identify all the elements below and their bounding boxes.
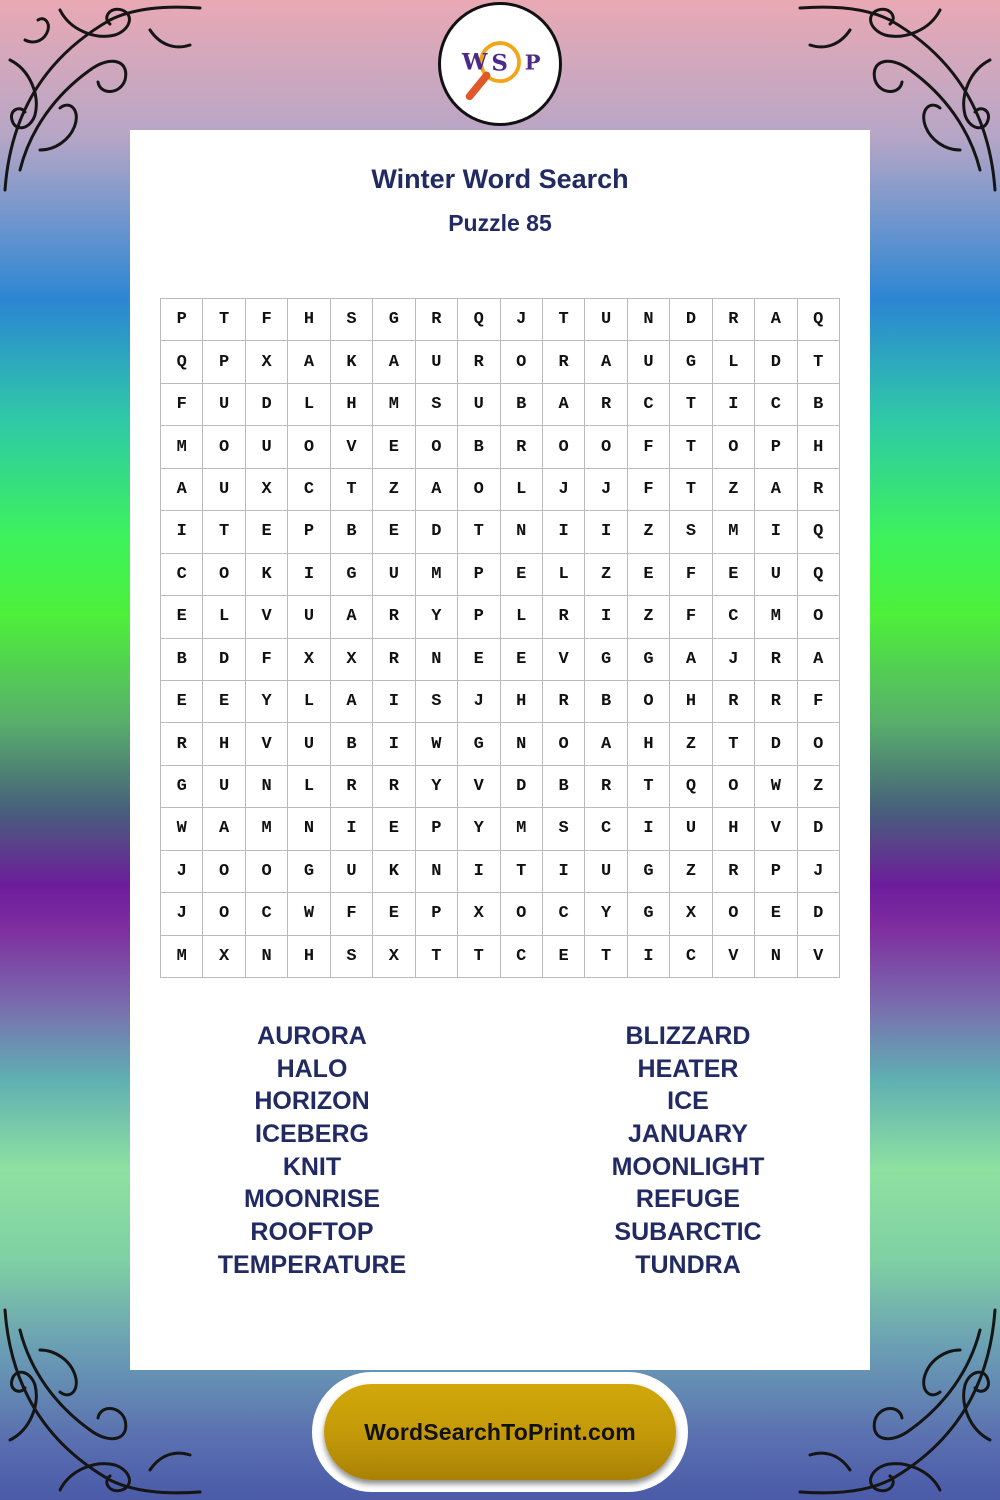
grid-cell[interactable]: A — [288, 341, 330, 383]
grid-cell[interactable]: R — [373, 639, 415, 681]
grid-cell[interactable]: J — [458, 681, 500, 723]
grid-cell[interactable]: I — [585, 511, 627, 553]
wsp-logo[interactable] — [438, 2, 562, 126]
grid-cell[interactable]: M — [161, 426, 203, 468]
grid-cell[interactable]: Z — [670, 851, 712, 893]
grid-cell[interactable]: E — [373, 426, 415, 468]
grid-cell[interactable]: I — [755, 511, 797, 553]
grid-cell[interactable]: M — [246, 808, 288, 850]
grid-cell[interactable]: X — [670, 893, 712, 935]
grid-cell[interactable]: Y — [416, 596, 458, 638]
grid-cell[interactable]: J — [161, 893, 203, 935]
grid-cell[interactable]: D — [798, 808, 840, 850]
grid-cell[interactable]: J — [798, 851, 840, 893]
grid-cell[interactable]: W — [161, 808, 203, 850]
grid-cell[interactable]: N — [628, 299, 670, 341]
grid-cell[interactable]: U — [288, 596, 330, 638]
grid-cell[interactable]: N — [501, 723, 543, 765]
grid-cell[interactable]: A — [670, 639, 712, 681]
grid-cell[interactable]: I — [628, 808, 670, 850]
grid-cell[interactable]: T — [628, 766, 670, 808]
grid-cell[interactable]: F — [670, 596, 712, 638]
grid-cell[interactable]: O — [458, 469, 500, 511]
grid-cell[interactable]: I — [543, 511, 585, 553]
grid-cell[interactable]: G — [628, 639, 670, 681]
grid-cell[interactable]: M — [501, 808, 543, 850]
puzzle-subtitle: Puzzle 85 — [448, 210, 552, 236]
grid-cell[interactable]: T — [458, 936, 500, 978]
word-list-item: ICE — [667, 1087, 709, 1116]
grid-cell[interactable]: Y — [458, 808, 500, 850]
grid-cell[interactable]: U — [246, 426, 288, 468]
puzzle-title: Winter Word Search — [371, 164, 629, 194]
grid-cell[interactable]: C — [713, 596, 755, 638]
grid-cell[interactable]: V — [246, 723, 288, 765]
grid-cell[interactable]: U — [670, 808, 712, 850]
grid-cell[interactable]: O — [416, 426, 458, 468]
grid-cell[interactable]: T — [203, 299, 245, 341]
grid-cell[interactable]: L — [543, 554, 585, 596]
grid-cell[interactable]: M — [713, 511, 755, 553]
grid-cell[interactable]: U — [585, 851, 627, 893]
grid-cell[interactable]: G — [585, 639, 627, 681]
grid-cell[interactable]: Z — [670, 723, 712, 765]
grid-cell[interactable]: Q — [798, 554, 840, 596]
grid-cell[interactable]: G — [288, 851, 330, 893]
grid-cell[interactable]: C — [288, 469, 330, 511]
grid-cell[interactable]: R — [501, 426, 543, 468]
grid-cell[interactable]: Y — [585, 893, 627, 935]
grid-cell[interactable]: S — [416, 384, 458, 426]
grid-cell[interactable]: A — [161, 469, 203, 511]
grid-cell[interactable]: O — [288, 426, 330, 468]
grid-cell[interactable]: V — [246, 596, 288, 638]
grid-cell[interactable]: L — [288, 681, 330, 723]
grid-cell[interactable]: U — [458, 384, 500, 426]
grid-cell[interactable]: B — [501, 384, 543, 426]
word-list-item: MOONRISE — [243, 1185, 381, 1214]
grid-cell[interactable]: T — [543, 299, 585, 341]
grid-cell[interactable]: T — [501, 851, 543, 893]
grid-cell[interactable]: T — [458, 511, 500, 553]
grid-cell[interactable]: B — [331, 723, 373, 765]
grid-cell[interactable]: R — [585, 384, 627, 426]
grid-cell[interactable]: C — [755, 384, 797, 426]
grid-cell[interactable]: A — [331, 596, 373, 638]
grid-cell[interactable]: A — [203, 808, 245, 850]
grid-cell[interactable]: B — [585, 681, 627, 723]
grid-cell[interactable]: Z — [628, 511, 670, 553]
grid-cell[interactable]: O — [203, 554, 245, 596]
grid-cell[interactable]: O — [585, 426, 627, 468]
grid-cell[interactable]: V — [713, 936, 755, 978]
grid-cell[interactable]: O — [203, 426, 245, 468]
grid-cell[interactable]: S — [331, 936, 373, 978]
grid-cell[interactable]: I — [161, 511, 203, 553]
grid-cell[interactable]: N — [755, 936, 797, 978]
grid-cell[interactable]: F — [246, 299, 288, 341]
grid-cell[interactable]: E — [246, 511, 288, 553]
word-list-item: TEMPERATURE — [217, 1250, 407, 1279]
grid-cell[interactable]: P — [416, 808, 458, 850]
grid-cell[interactable]: N — [246, 766, 288, 808]
word-list-item: SUBARCTIC — [614, 1218, 762, 1247]
grid-cell[interactable]: F — [331, 893, 373, 935]
grid-cell[interactable]: A — [755, 299, 797, 341]
grid-cell[interactable]: L — [501, 596, 543, 638]
grid-cell[interactable]: G — [458, 723, 500, 765]
grid-cell[interactable]: F — [628, 426, 670, 468]
grid-cell[interactable]: L — [288, 384, 330, 426]
word-list-item: TUNDRA — [635, 1250, 741, 1279]
grid-cell[interactable]: U — [203, 384, 245, 426]
grid-cell[interactable]: P — [203, 341, 245, 383]
word-list-item: REFUGE — [635, 1185, 741, 1214]
grid-cell[interactable]: H — [501, 681, 543, 723]
grid-cell[interactable]: V — [331, 426, 373, 468]
grid-cell[interactable]: I — [373, 723, 415, 765]
grid-cell[interactable]: X — [458, 893, 500, 935]
logo-letter-p: P — [524, 49, 541, 75]
grid-cell[interactable]: X — [331, 639, 373, 681]
grid-cell[interactable]: T — [670, 426, 712, 468]
word-list-item: ROOFTOP — [250, 1218, 374, 1247]
grid-cell[interactable]: Q — [670, 766, 712, 808]
grid-cell[interactable]: U — [628, 341, 670, 383]
grid-cell[interactable]: H — [288, 936, 330, 978]
grid-cell[interactable]: K — [373, 851, 415, 893]
word-list-item: ICEBERG — [255, 1120, 369, 1149]
grid-cell[interactable]: B — [161, 639, 203, 681]
grid-cell[interactable]: I — [288, 554, 330, 596]
grid-cell[interactable]: J — [585, 469, 627, 511]
grid-cell[interactable]: K — [331, 341, 373, 383]
grid-cell[interactable]: U — [203, 766, 245, 808]
grid-cell[interactable]: G — [161, 766, 203, 808]
grid-cell[interactable]: T — [203, 511, 245, 553]
grid-cell[interactable]: Q — [798, 511, 840, 553]
word-list-right — [528, 1020, 848, 1282]
grid-cell[interactable]: B — [798, 384, 840, 426]
grid-cell[interactable]: M — [416, 554, 458, 596]
grid-cell[interactable]: V — [543, 639, 585, 681]
grid-cell[interactable]: T — [331, 469, 373, 511]
grid-cell[interactable]: F — [798, 681, 840, 723]
grid-cell[interactable]: G — [628, 893, 670, 935]
grid-cell[interactable]: R — [458, 341, 500, 383]
grid-cell[interactable]: L — [203, 596, 245, 638]
grid-cell[interactable]: C — [161, 554, 203, 596]
grid-cell[interactable]: V — [755, 808, 797, 850]
grid-cell[interactable]: Z — [373, 469, 415, 511]
grid-cell[interactable]: O — [501, 893, 543, 935]
grid-cell[interactable]: A — [585, 341, 627, 383]
grid-cell[interactable]: O — [628, 681, 670, 723]
grid-cell[interactable]: M — [755, 596, 797, 638]
grid-cell[interactable]: G — [373, 299, 415, 341]
word-list-item: HALO — [276, 1054, 348, 1083]
grid-cell[interactable]: Y — [416, 766, 458, 808]
grid-cell[interactable]: Y — [246, 681, 288, 723]
grid-cell[interactable]: S — [670, 511, 712, 553]
grid-cell[interactable]: B — [543, 766, 585, 808]
grid-cell[interactable]: P — [161, 299, 203, 341]
grid-cell[interactable]: I — [331, 808, 373, 850]
grid-cell[interactable]: O — [246, 851, 288, 893]
grid-cell[interactable]: U — [755, 554, 797, 596]
grid-cell[interactable]: P — [458, 596, 500, 638]
grid-cell[interactable]: E — [373, 893, 415, 935]
grid-cell[interactable]: F — [161, 384, 203, 426]
grid-cell[interactable]: E — [458, 639, 500, 681]
grid-cell[interactable]: T — [713, 723, 755, 765]
puzzle-card — [130, 130, 870, 1370]
grid-cell[interactable]: J — [161, 851, 203, 893]
letter-grid — [160, 298, 840, 978]
grid-cell[interactable]: R — [755, 639, 797, 681]
grid-cell[interactable]: H — [331, 384, 373, 426]
grid-cell[interactable]: H — [713, 808, 755, 850]
grid-cell[interactable]: U — [416, 341, 458, 383]
grid-cell[interactable]: R — [543, 596, 585, 638]
website-banner[interactable] — [324, 1384, 676, 1480]
grid-cell[interactable]: S — [416, 681, 458, 723]
grid-cell[interactable]: A — [543, 384, 585, 426]
magnifier-handle-icon — [470, 75, 487, 96]
grid-cell[interactable]: O — [713, 766, 755, 808]
grid-cell[interactable]: E — [713, 554, 755, 596]
logo-letter-w: W — [461, 49, 488, 76]
grid-cell[interactable]: G — [331, 554, 373, 596]
website-link[interactable]: WordSearchToPrint.com — [364, 1418, 636, 1445]
grid-cell[interactable]: D — [246, 384, 288, 426]
grid-cell[interactable]: S — [331, 299, 373, 341]
grid-cell[interactable]: D — [798, 893, 840, 935]
grid-cell[interactable]: J — [543, 469, 585, 511]
grid-cell[interactable]: J — [713, 639, 755, 681]
grid-cell[interactable]: A — [755, 469, 797, 511]
grid-cell[interactable]: R — [713, 851, 755, 893]
grid-cell[interactable]: L — [713, 341, 755, 383]
grid-cell[interactable]: S — [543, 808, 585, 850]
grid-cell[interactable]: U — [373, 554, 415, 596]
grid-cell[interactable]: C — [501, 936, 543, 978]
grid-cell[interactable]: X — [288, 639, 330, 681]
grid-cell[interactable]: R — [331, 766, 373, 808]
grid-cell[interactable]: I — [458, 851, 500, 893]
grid-cell[interactable]: L — [288, 766, 330, 808]
grid-cell[interactable]: T — [585, 936, 627, 978]
grid-cell[interactable]: E — [501, 639, 543, 681]
grid-cell[interactable]: E — [543, 936, 585, 978]
grid-cell[interactable]: R — [373, 766, 415, 808]
grid-cell[interactable]: E — [501, 554, 543, 596]
grid-cell[interactable]: C — [246, 893, 288, 935]
grid-cell[interactable]: D — [670, 299, 712, 341]
grid-cell[interactable]: U — [585, 299, 627, 341]
word-list-item: KNIT — [282, 1152, 342, 1181]
grid-cell[interactable]: E — [628, 554, 670, 596]
grid-cell[interactable]: I — [543, 851, 585, 893]
grid-cell[interactable]: E — [161, 596, 203, 638]
grid-cell[interactable]: F — [628, 469, 670, 511]
grid-cell[interactable]: O — [543, 723, 585, 765]
grid-cell[interactable]: I — [585, 596, 627, 638]
grid-cell[interactable]: C — [543, 893, 585, 935]
grid-cell[interactable]: Q — [161, 341, 203, 383]
grid-cell[interactable]: H — [288, 299, 330, 341]
grid-cell[interactable]: E — [203, 681, 245, 723]
grid-cell[interactable]: P — [416, 893, 458, 935]
grid-cell[interactable]: W — [288, 893, 330, 935]
grid-cell[interactable]: P — [755, 851, 797, 893]
grid-cell[interactable]: N — [416, 639, 458, 681]
grid-cell[interactable]: Z — [713, 469, 755, 511]
grid-cell[interactable]: U — [288, 723, 330, 765]
grid-cell[interactable]: N — [501, 511, 543, 553]
grid-cell[interactable]: H — [670, 681, 712, 723]
grid-cell[interactable]: O — [501, 341, 543, 383]
grid-cell[interactable]: T — [670, 469, 712, 511]
grid-cell[interactable]: F — [670, 554, 712, 596]
grid-cell[interactable]: Z — [628, 596, 670, 638]
grid-cell[interactable]: M — [373, 384, 415, 426]
grid-cell[interactable]: Q — [798, 299, 840, 341]
grid-cell[interactable]: A — [585, 723, 627, 765]
grid-cell[interactable]: H — [798, 426, 840, 468]
grid-cell[interactable]: A — [798, 639, 840, 681]
grid-cell[interactable]: D — [203, 639, 245, 681]
grid-cell[interactable]: D — [755, 341, 797, 383]
grid-cell[interactable]: V — [458, 766, 500, 808]
grid-cell[interactable]: D — [501, 766, 543, 808]
word-list-left — [152, 1020, 472, 1282]
grid-cell[interactable]: C — [670, 936, 712, 978]
grid-cell[interactable]: M — [161, 936, 203, 978]
grid-cell[interactable]: O — [713, 426, 755, 468]
grid-cell[interactable]: U — [203, 469, 245, 511]
grid-cell[interactable]: W — [416, 723, 458, 765]
grid-cell[interactable]: C — [585, 808, 627, 850]
grid-cell[interactable]: E — [373, 511, 415, 553]
grid-cell[interactable]: O — [798, 723, 840, 765]
grid-cell[interactable]: R — [585, 766, 627, 808]
grid-cell[interactable]: H — [628, 723, 670, 765]
grid-cell[interactable]: B — [331, 511, 373, 553]
grid-cell[interactable]: N — [288, 808, 330, 850]
grid-cell[interactable]: C — [628, 384, 670, 426]
grid-cell[interactable]: V — [798, 936, 840, 978]
grid-cell[interactable]: D — [755, 723, 797, 765]
grid-cell[interactable]: G — [670, 341, 712, 383]
grid-cell[interactable]: O — [713, 893, 755, 935]
grid-cell[interactable]: A — [373, 341, 415, 383]
grid-cell[interactable]: E — [373, 808, 415, 850]
grid-cell[interactable]: R — [543, 341, 585, 383]
grid-cell[interactable]: I — [628, 936, 670, 978]
grid-cell[interactable]: T — [798, 341, 840, 383]
grid-cell[interactable]: Z — [798, 766, 840, 808]
grid-cell[interactable]: K — [246, 554, 288, 596]
word-list-item: MOONLIGHT — [611, 1152, 765, 1181]
grid-cell[interactable]: R — [755, 681, 797, 723]
grid-cell[interactable]: P — [755, 426, 797, 468]
grid-cell[interactable]: X — [203, 936, 245, 978]
grid-cell[interactable]: Q — [458, 299, 500, 341]
grid-cell[interactable]: F — [246, 639, 288, 681]
grid-cell[interactable]: N — [416, 851, 458, 893]
logo-letter-s: S — [491, 50, 508, 77]
grid-cell[interactable]: I — [373, 681, 415, 723]
grid-cell[interactable]: T — [670, 384, 712, 426]
word-list-item: HEATER — [637, 1054, 739, 1083]
grid-cell[interactable]: O — [543, 426, 585, 468]
grid-cell[interactable]: O — [798, 596, 840, 638]
grid-cell[interactable]: N — [246, 936, 288, 978]
grid-cell[interactable]: X — [373, 936, 415, 978]
grid-cell[interactable]: T — [416, 936, 458, 978]
grid-cell[interactable]: E — [755, 893, 797, 935]
grid-cell[interactable]: R — [161, 723, 203, 765]
grid-cell[interactable]: R — [713, 299, 755, 341]
grid-cell[interactable]: R — [373, 596, 415, 638]
grid-cell[interactable]: Z — [585, 554, 627, 596]
grid-cell[interactable]: P — [288, 511, 330, 553]
word-list-item: AURORA — [257, 1022, 367, 1050]
grid-cell[interactable]: O — [203, 851, 245, 893]
grid-cell[interactable]: E — [161, 681, 203, 723]
grid-cell[interactable]: G — [628, 851, 670, 893]
grid-cell[interactable]: I — [713, 384, 755, 426]
grid-cell[interactable]: D — [416, 511, 458, 553]
word-list-item: JANUARY — [628, 1120, 748, 1149]
grid-cell[interactable]: B — [458, 426, 500, 468]
grid-cell[interactable]: R — [798, 469, 840, 511]
grid-cell[interactable]: R — [713, 681, 755, 723]
grid-cell[interactable]: U — [331, 851, 373, 893]
grid-cell[interactable]: X — [246, 469, 288, 511]
word-list-item: BLIZZARD — [625, 1022, 751, 1050]
grid-cell[interactable]: A — [331, 681, 373, 723]
grid-cell[interactable]: R — [543, 681, 585, 723]
grid-cell[interactable]: J — [501, 299, 543, 341]
grid-cell[interactable]: H — [203, 723, 245, 765]
grid-cell[interactable]: L — [501, 469, 543, 511]
grid-cell[interactable]: R — [416, 299, 458, 341]
grid-cell[interactable]: O — [203, 893, 245, 935]
word-list-item: HORIZON — [254, 1087, 370, 1116]
grid-cell[interactable]: W — [755, 766, 797, 808]
grid-cell[interactable]: A — [416, 469, 458, 511]
grid-cell[interactable]: X — [246, 341, 288, 383]
grid-cell[interactable]: P — [458, 554, 500, 596]
